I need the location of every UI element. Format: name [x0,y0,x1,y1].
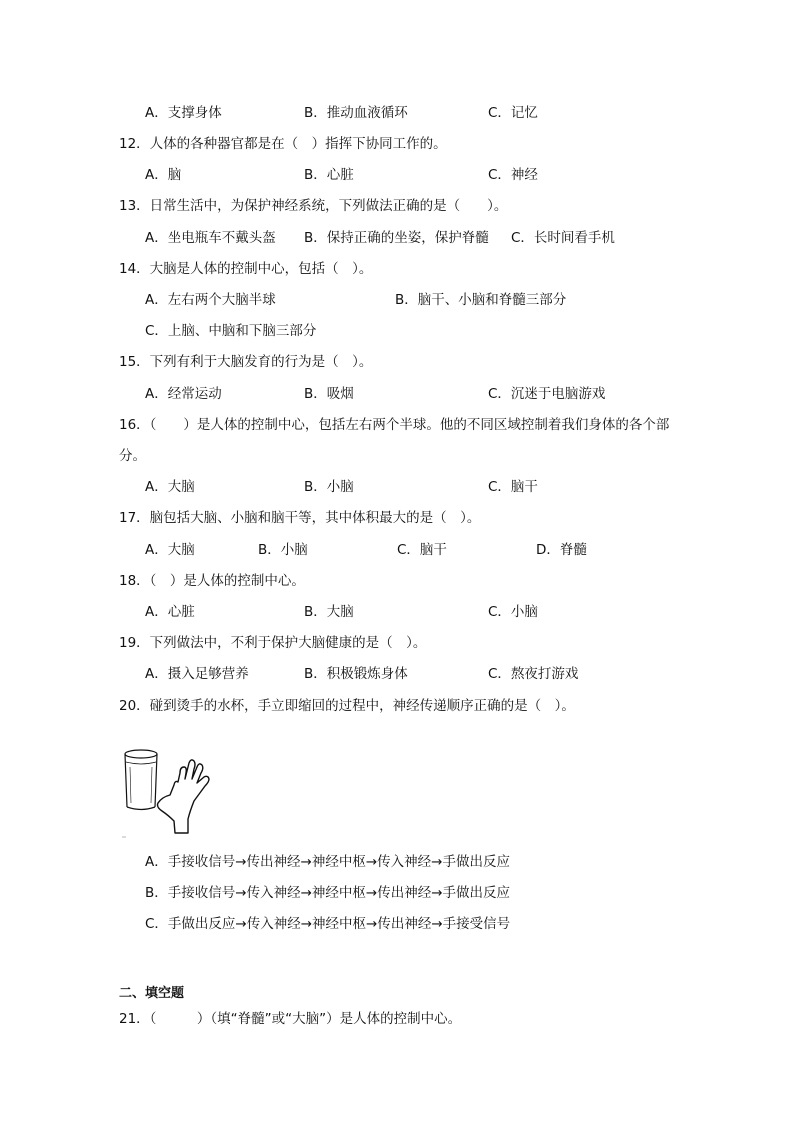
q16-stem-line2: 分。 [119,448,146,464]
q13-option-a: A．坐电瓶车不戴头盔 [145,230,276,246]
q15-option-a: A．经常运动 [145,386,222,402]
q14-option-a: A．左右两个大脑半球 [145,292,276,308]
q18-option-a: A．心脏 [145,604,195,620]
q16-stem-line1: 16．（ ）是人体的控制中心，包括左右两个半球。他的不同区域控制着我们身体的各个部 [119,417,670,433]
q18-option-b: B．大脑 [304,604,354,620]
q12-option-c: C．神经 [488,167,538,183]
cup-and-hand-illustration [122,745,222,840]
q11-option-a: A．支撑身体 [145,105,222,121]
q20-option-c: C．手做出反应→传入神经→神经中枢→传出神经→手接受信号 [145,916,511,932]
q19-option-c: C．熬夜打游戏 [488,666,579,682]
q16-option-c: C．脑干 [488,479,538,495]
q13-option-c: C．长时间看手机 [511,230,615,246]
q18-stem: 18．（ ）是人体的控制中心。 [119,573,305,589]
q14-option-c: C．上脑、中脑和下脑三部分 [145,323,317,339]
q18-option-c: C．小脑 [488,604,538,620]
q19-option-a: A．摄入足够营养 [145,666,249,682]
q13-stem: 13．日常生活中，为保护神经系统，下列做法正确的是（ ）。 [119,198,508,214]
q12-option-b: B．心脏 [304,167,354,183]
q16-option-a: A．大脑 [145,479,195,495]
q17-stem: 17．脑包括大脑、小脑和脑干等，其中体积最大的是（ ）。 [119,510,481,526]
q14-stem: 14．大脑是人体的控制中心，包括（ ）。 [119,261,373,277]
q16-option-b: B．小脑 [304,479,354,495]
q20-option-a: A．手接收信号→传出神经→神经中枢→传入神经→手做出反应 [145,854,510,870]
q13-option-b: B．保持正确的坐姿，保护脊髓 [304,230,489,246]
q15-stem: 15．下列有利于大脑发育的行为是（ ）。 [119,354,373,370]
q17-option-c: C．脑干 [397,542,447,558]
q19-option-b: B．积极锻炼身体 [304,666,408,682]
q19-stem: 19．下列做法中，不利于保护大脑健康的是（ ）。 [119,635,427,651]
q17-option-b: B．小脑 [258,542,308,558]
q11-option-b: B．推动血液循环 [304,105,408,121]
q17-option-a: A．大脑 [145,542,195,558]
q15-option-c: C．沉迷于电脑游戏 [488,386,606,402]
q14-option-b: B．脑干、小脑和脊髓三部分 [395,292,567,308]
section-title-fill-in: 二、填空题 [119,986,185,1001]
q15-option-b: B．吸烟 [304,386,354,402]
q17-option-d: D．脊髓 [536,542,587,558]
q12-option-a: A．脑 [145,167,182,183]
q11-option-c: C．记忆 [488,105,538,121]
q21-stem: 21．（ ）（填“脊髓”或“大脑”）是人体的控制中心。 [119,1011,462,1027]
q20-stem: 20．碰到烫手的水杯，手立即缩回的过程中，神经传递顺序正确的是（ ）。 [119,698,575,714]
q20-option-b: B．手接收信号→传入神经→神经中枢→传出神经→手做出反应 [145,885,511,901]
q12-stem: 12．人体的各种器官都是在（ ）指挥下协同工作的。 [119,136,447,152]
cup-hand-icon [122,745,222,840]
